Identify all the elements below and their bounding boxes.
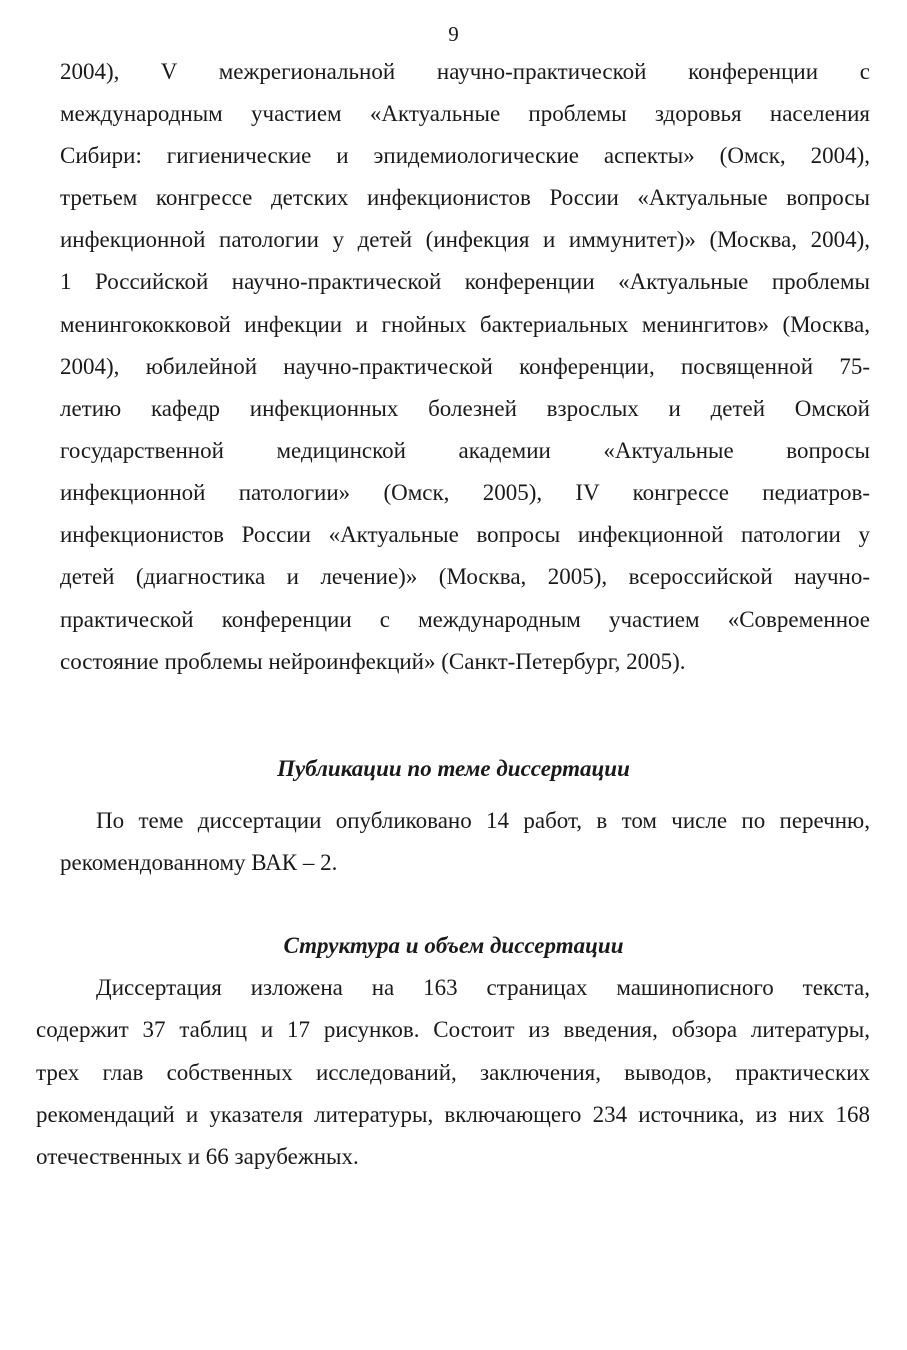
text-line: менингококковой инфекции и гнойных бактериальных менингитов» (Москва, (60, 312, 870, 337)
text-line: Диссертация изложена на 163 страницах машинописного текста, (96, 975, 870, 1000)
text-line: 2004), юбилейной научно-практической конференции, посвященной 75- (60, 354, 870, 379)
section-heading-structure: Структура и объем диссертации (283, 933, 624, 958)
text-line: Сибири: гигиенические и эпидемиологические аспекты» (Омск, 2004), (60, 143, 870, 168)
text-line: летию кафедр инфекционных болезней взрослых и детей Омской (60, 396, 870, 421)
section-heading-publications: Публикации по теме диссертации (277, 756, 630, 781)
text-line: По теме диссертации опубликовано 14 работ, в том числе по перечню, (96, 808, 870, 833)
text-line: детей (диагностика и лечение)» (Москва, 2005), всероссийской научно- (60, 564, 870, 589)
text-line: государственной медицинской академии «Актуальные вопросы (60, 438, 870, 463)
text-line: состояние проблемы нейроинфекций» (Санкт-Петербург, 2005). (60, 649, 686, 674)
text-line: 2004), V межрегиональной научно-практической конференции с (60, 59, 870, 84)
text-line: рекомендованному ВАК – 2. (60, 850, 338, 875)
text-line: трех глав собственных исследований, заключения, выводов, практических (36, 1060, 870, 1085)
text-line: отечественных и 66 зарубежных. (36, 1144, 359, 1169)
text-line: рекомендаций и указателя литературы, включающего 234 источника, из них 168 (36, 1102, 870, 1127)
text-line: инфекционной патологии» (Омск, 2005), IV конгрессе педиатров- (60, 480, 870, 505)
text-line: инфекционистов России «Актуальные вопросы инфекционной патологии у (60, 522, 870, 547)
page-number: 9 (448, 22, 459, 46)
text-line: практической конференции с международным участием «Современное (60, 607, 870, 632)
text-line: третьем конгрессе детских инфекционистов России «Актуальные вопросы (60, 185, 870, 210)
text-line: содержит 37 таблиц и 17 рисунков. Состоит из введения, обзора литературы, (36, 1017, 870, 1042)
text-line: 1 Российской научно-практической конференции «Актуальные проблемы (60, 269, 870, 294)
text-line: инфекционной патологии у детей (инфекция и иммунитет)» (Москва, 2004), (60, 227, 870, 252)
text-line: международным участием «Актуальные проблемы здоровья населения (60, 101, 870, 126)
